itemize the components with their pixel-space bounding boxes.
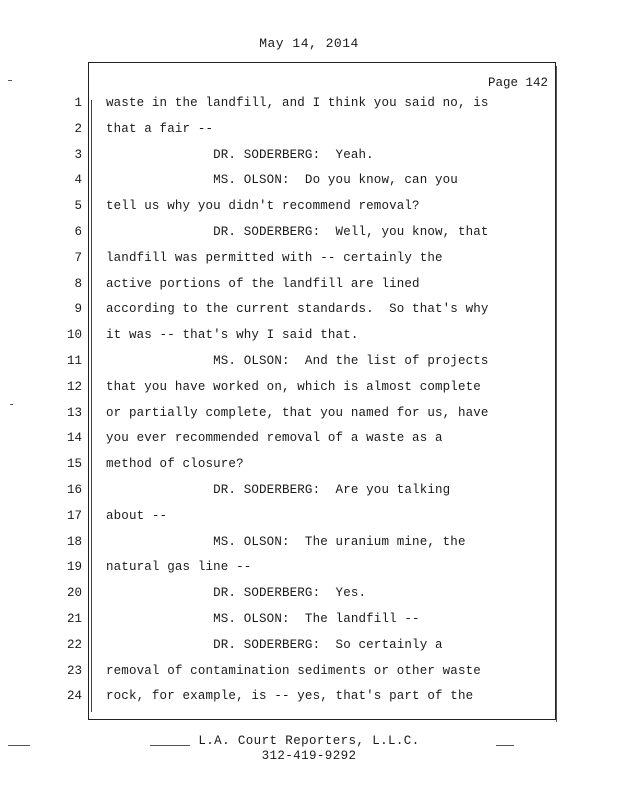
line-number: 2 [74,122,82,136]
margin-rule [91,100,92,712]
line-text: MS. OLSON: Do you know, can you [106,173,458,187]
line-text: DR. SODERBERG: Yes. [106,586,367,600]
scan-speck [10,404,13,405]
line-text: MS. OLSON: And the list of projects [106,354,489,368]
line-text: it was -- that's why I said that. [106,328,359,342]
line-number: 3 [74,148,82,162]
line-number: 13 [66,406,82,420]
line-number: 21 [66,612,82,626]
footer-company: L.A. Court Reporters, L.L.C. [198,734,420,748]
line-number: 14 [66,431,82,445]
line-number: 23 [66,664,82,678]
line-number: 17 [66,509,82,523]
scan-speck [8,745,30,746]
line-number: 18 [66,535,82,549]
line-text: DR. SODERBERG: Well, you know, that [106,225,489,239]
line-number: 10 [66,328,82,342]
line-text: about -- [106,509,168,523]
line-text: DR. SODERBERG: Are you talking [106,483,451,497]
line-number: 9 [74,302,82,316]
scan-speck [150,745,190,746]
line-text: method of closure? [106,457,244,471]
frame-shadow [553,66,557,722]
line-text: according to the current standards. So that's why [106,302,489,316]
line-number: 12 [66,380,82,394]
line-text: MS. OLSON: The landfill -- [106,612,420,626]
line-number: 15 [66,457,82,471]
line-text: or partially complete, that you named for us, have [106,406,489,420]
line-number: 11 [66,354,82,368]
line-number: 1 [74,96,82,110]
line-text: active portions of the landfill are lined [106,277,420,291]
line-number: 7 [74,251,82,265]
line-text: you ever recommended removal of a waste as a [106,431,443,445]
line-text: tell us why you didn't recommend removal? [106,199,420,213]
line-text: removal of contamination sediments or other waste [106,664,481,678]
scan-speck [496,745,514,746]
line-number: 20 [66,586,82,600]
line-number: 16 [66,483,82,497]
line-number: 4 [74,173,82,187]
scan-speck [8,80,12,81]
line-number: 6 [74,225,82,239]
line-text: MS. OLSON: The uranium mine, the [106,535,466,549]
footer-phone: 312-419-9292 [261,749,357,763]
line-text: landfill was permitted with -- certainly the [106,251,443,265]
line-number: 8 [74,277,82,291]
transcript-date: May 14, 2014 [259,36,359,51]
line-number: 22 [66,638,82,652]
line-text: that a fair -- [106,122,214,136]
line-number: 5 [74,199,82,213]
line-text: rock, for example, is -- yes, that's part of the [106,689,474,703]
line-text: waste in the landfill, and I think you said no, is [106,96,489,110]
line-number: 19 [66,560,82,574]
page-number: Page 142 [487,76,548,90]
line-text: DR. SODERBERG: So certainly a [106,638,443,652]
line-text: DR. SODERBERG: Yeah. [106,148,374,162]
line-text: that you have worked on, which is almost complete [106,380,481,394]
line-text: natural gas line -- [106,560,252,574]
line-number: 24 [66,689,82,703]
